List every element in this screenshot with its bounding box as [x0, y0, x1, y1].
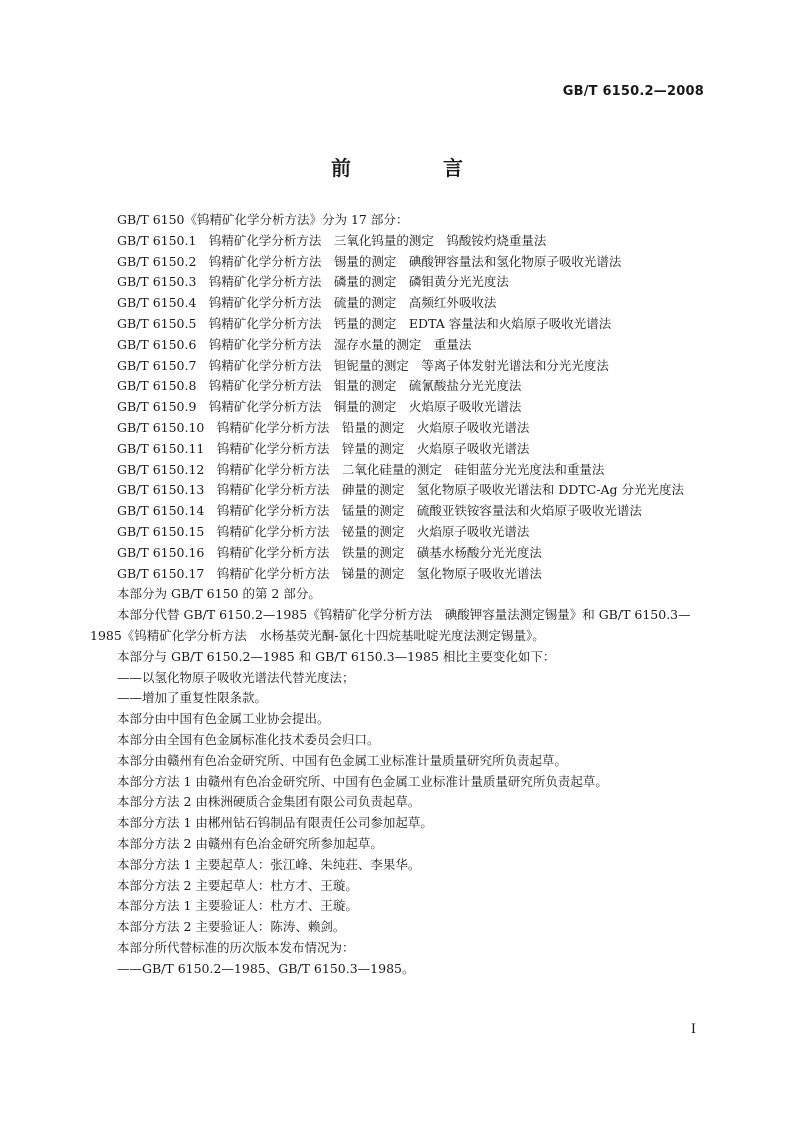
- paragraph: GB/T 6150.2 钨精矿化学分析方法 锡量的测定 碘酸钾容量法和氢化物原子吸收光谱法: [117, 253, 622, 269]
- page-number: I: [690, 1022, 696, 1037]
- paragraph: GB/T 6150.9 钨精矿化学分析方法 铜量的测定 火焰原子吸收光谱法: [117, 399, 522, 415]
- paragraph: GB/T 6150.11 钨精矿化学分析方法 锌量的测定 火焰原子吸收光谱法: [117, 440, 530, 456]
- preface-body: [90, 210, 706, 979]
- paragraph: ——增加了重复性限条款。: [117, 690, 268, 706]
- paragraph: 本部分方法 2 主要起草人：杜方才、王璇。: [117, 877, 358, 893]
- paragraph: 本部分方法 1 主要起草人：张江峰、朱纯荘、李果华。: [117, 856, 421, 872]
- paragraph: GB/T 6150.13 钨精矿化学分析方法 砷量的测定 氢化物原子吸收光谱法和 DDTC-Ag 分光光度法: [117, 482, 685, 498]
- paragraph: 本部分方法 2 由株洲硬质合金集团有限公司负责起草。: [117, 794, 421, 810]
- paragraph: 本部分所代替标准的历次版本发布情况为：: [117, 939, 355, 955]
- paragraph: GB/T 6150.4 钨精矿化学分析方法 硫量的测定 高频红外吸收法: [117, 295, 497, 311]
- paragraph: GB/T 6150.10 钨精矿化学分析方法 铅量的测定 火焰原子吸收光谱法: [117, 419, 530, 435]
- paragraph: 本部分方法 2 由赣州有色冶金研究所参加起草。: [117, 835, 383, 851]
- paragraph: 本部分由赣州有色冶金研究所、中国有色金属工业标准计量质量研究所负责起草。: [117, 752, 568, 768]
- paragraph: GB/T 6150.16 钨精矿化学分析方法 铁量的测定 磺基水杨酸分光光度法: [117, 544, 542, 560]
- paragraph: 本部分方法 1 由郴州钻石钨制品有限责任公司参加起草。: [117, 815, 433, 831]
- paragraph: 本部分与 GB/T 6150.2—1985 和 GB/T 6150.3—1985 相比主要变化如下：: [117, 648, 556, 664]
- paragraph: GB/T 6150.12 钨精矿化学分析方法 二氧化硅量的测定 硅钼蓝分光光度法和重量法: [117, 461, 605, 477]
- paragraph: GB/T 6150.1 钨精矿化学分析方法 三氧化钨量的测定 钨酸铵灼烧重量法: [117, 232, 547, 248]
- paragraph: GB/T 6150.14 钨精矿化学分析方法 锰量的测定 硫酸亚铁铵容量法和火焰原子吸收光谱法: [117, 503, 642, 519]
- paragraph: 本部分由全国有色金属标准化技术委员会归口。: [117, 731, 380, 747]
- paragraph: GB/T 6150.17 钨精矿化学分析方法 锑量的测定 氢化物原子吸收光谱法: [117, 565, 542, 581]
- paragraph: GB/T 6150.7 钨精矿化学分析方法 钽铌量的测定 等离子体发射光谱法和分光光度法: [117, 357, 609, 373]
- paragraph: GB/T 6150.6 钨精矿化学分析方法 湿存水量的测定 重量法: [117, 336, 472, 352]
- paragraph: ——以氢化物原子吸收光谱法代替光度法；: [117, 669, 355, 685]
- paragraph: GB/T 6150《钨精矿化学分析方法》分为 17 部分：: [117, 212, 409, 227]
- paragraph: 本部分方法 1 主要验证人：杜方才、王璇。: [117, 898, 358, 914]
- paragraph: ——GB/T 6150.2—1985、GB/T 6150.3—1985。: [117, 960, 415, 976]
- page-title: 前 言: [331, 156, 499, 180]
- paragraph: GB/T 6150.5 钨精矿化学分析方法 钙量的测定 EDTA 容量法和火焰原子吸收光谱法: [117, 315, 612, 331]
- paragraph: 本部分为 GB/T 6150 的第 2 部分。: [117, 586, 321, 602]
- paragraph: GB/T 6150.8 钨精矿化学分析方法 钼量的测定 硫氰酸盐分光光度法: [117, 378, 522, 394]
- paragraph: GB/T 6150.3 钨精矿化学分析方法 磷量的测定 磷钼黄分光光度法: [117, 274, 509, 290]
- paragraph: 本部分方法 2 主要验证人：陈涛、赖剑。: [117, 919, 346, 935]
- paragraph: 本部分由中国有色金属工业协会提出。: [117, 711, 330, 727]
- paragraph: GB/T 6150.15 钨精矿化学分析方法 铋量的测定 火焰原子吸收光谱法: [117, 523, 530, 539]
- paragraph: 本部分代替 GB/T 6150.2—1985《钨精矿化学分析方法 碘酸钾容量法测定锡量》和 GB/T 6150.3—1985《钨精矿化学分析方法 水杨基荧光酮-氯化十四烷基吡啶光度法测定锡量》。: [90, 607, 691, 643]
- standard-code: GB/T 6150.2—2008: [562, 84, 704, 99]
- paragraph: 本部分方法 1 由赣州有色冶金研究所、中国有色金属工业标准计量质量研究所负责起草。: [117, 773, 608, 789]
